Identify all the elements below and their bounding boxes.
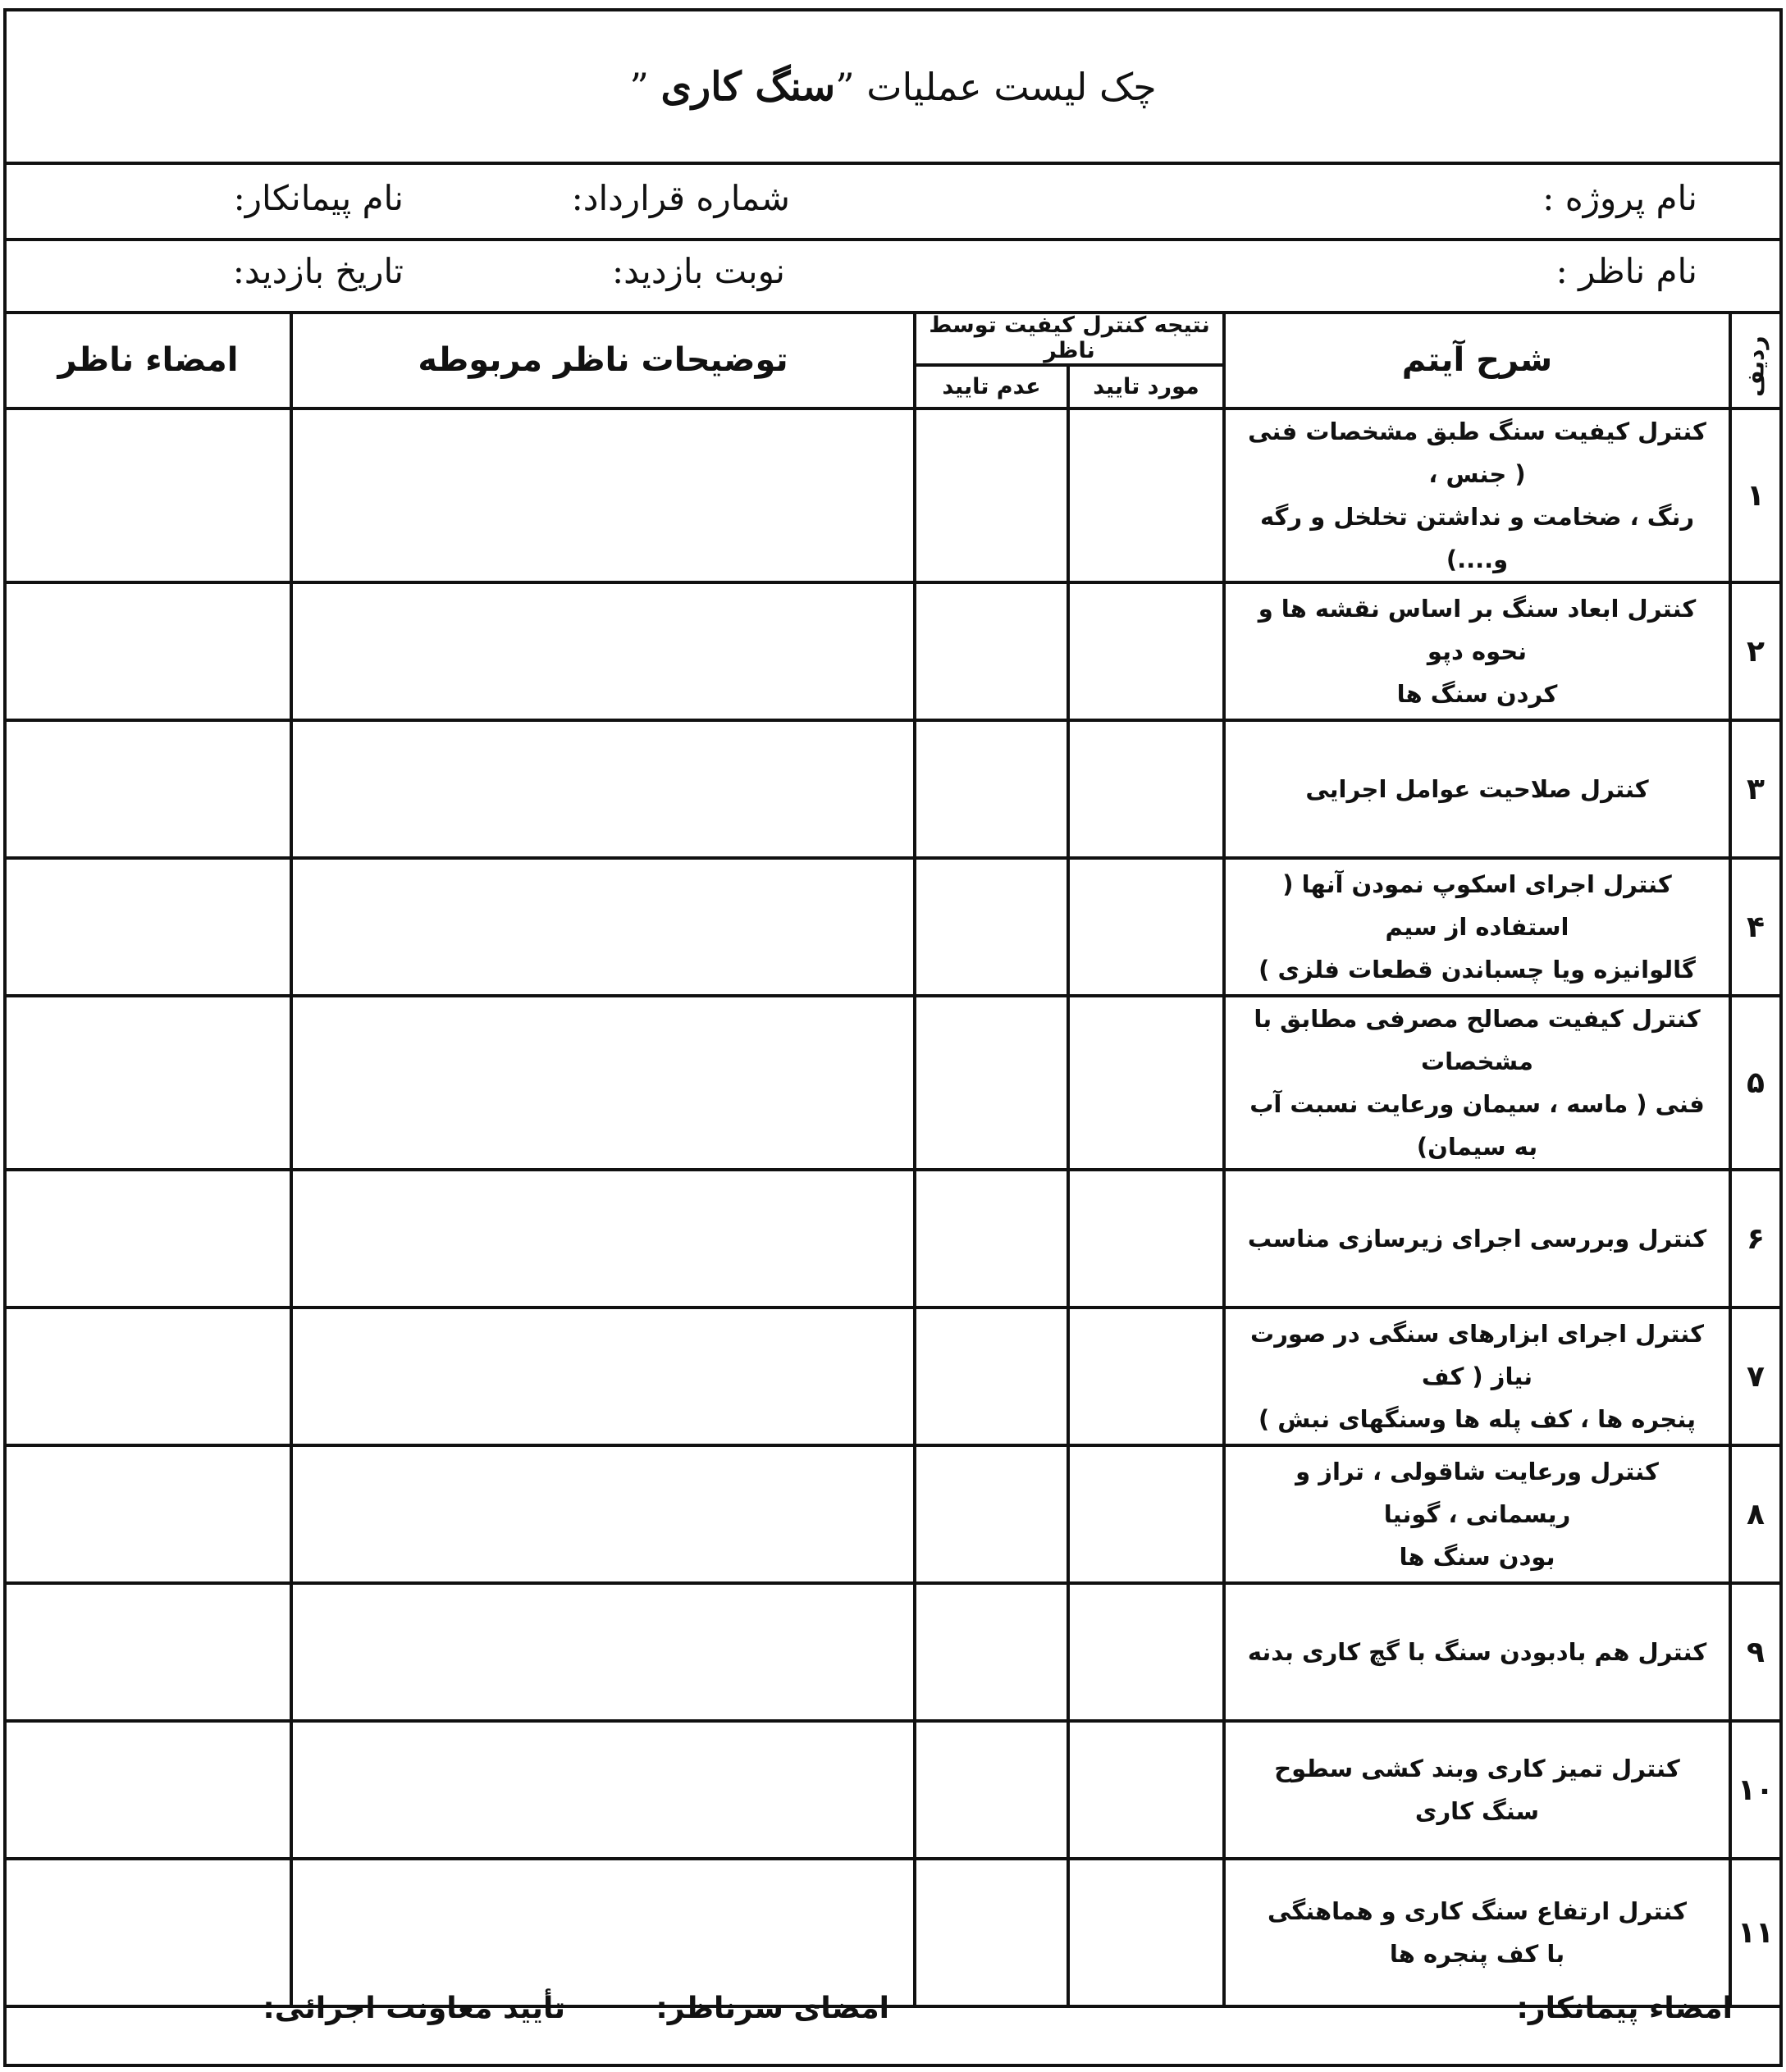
page-title [629, 64, 1156, 110]
comments-cell[interactable] [291, 996, 915, 1170]
row-number: ۲ [1730, 582, 1779, 720]
table-row [7, 996, 1779, 1170]
approved-cell[interactable] [1068, 858, 1224, 996]
row-number: ۹ [1730, 1583, 1779, 1721]
not-approved-cell[interactable] [915, 858, 1068, 996]
row-number: ۳ [1730, 720, 1779, 858]
row-number: ۶ [1730, 1170, 1779, 1308]
approved-cell[interactable] [1068, 1721, 1224, 1859]
table-row [7, 1721, 1779, 1859]
row-number: ۱۰ [1730, 1721, 1779, 1859]
title-emphasis: سنگ کاری [660, 63, 836, 110]
not-approved-cell[interactable] [915, 582, 1068, 720]
item-description: کنترل ابعاد سنگ بر اساس نقشه ها و نحوه دپو کردن سنگ ها [1224, 582, 1730, 720]
title-prefix: چک لیست عملیات ” [835, 64, 1157, 109]
deputy-approval-label: تأیید معاونت اجرائی: [263, 1992, 565, 2025]
table-row [7, 1445, 1779, 1583]
signature-cell[interactable] [7, 582, 291, 720]
not-approved-cell[interactable] [915, 1308, 1068, 1445]
header-not-approved: عدم تایید [915, 365, 1068, 408]
checklist-table [7, 313, 1779, 2008]
table-row [7, 1170, 1779, 1308]
not-approved-cell[interactable] [915, 1170, 1068, 1308]
supervisor-name-label: نام ناظر : [1555, 251, 1697, 291]
header-comments: توضیحات ناظر مربوطه [291, 313, 915, 408]
approved-cell[interactable] [1068, 1170, 1224, 1308]
row-number: ۱ [1730, 408, 1779, 582]
info-row-2 [7, 238, 1779, 314]
header-row-number: ردیف [1730, 313, 1779, 408]
approved-cell[interactable] [1068, 408, 1224, 582]
row-number: ۱۱ [1730, 1859, 1779, 2006]
item-description: کنترل صلاحیت عوامل اجرایی [1224, 720, 1730, 858]
signature-cell[interactable] [7, 720, 291, 858]
item-description: کنترل ارتفاع سنگ کاری و هماهنگی با کف پنجره ها [1224, 1859, 1730, 2006]
signature-cell[interactable] [7, 1445, 291, 1583]
row-number: ۴ [1730, 858, 1779, 996]
not-approved-cell[interactable] [915, 408, 1068, 582]
table-row [7, 858, 1779, 996]
table-row [7, 720, 1779, 858]
header-signature: امضاء ناظر [7, 313, 291, 408]
item-description: کنترل کیفیت سنگ طبق مشخصات فنی ( جنس ، رنگ ، ضخامت و نداشتن تخلخل و رگه و....) [1224, 408, 1730, 582]
item-description: کنترل اجرای ابزارهای سنگی در صورت نیاز ( کف پنجره ها ، کف پله ها وسنگهای نبش ) [1224, 1308, 1730, 1445]
table-row [7, 582, 1779, 720]
table-row [7, 1308, 1779, 1445]
item-description: کنترل وبررسی اجرای زیرسازی مناسب [1224, 1170, 1730, 1308]
item-description: کنترل هم بادبودن سنگ با گچ کاری بدنه [1224, 1583, 1730, 1721]
header-qc-result: نتیجه کنترل کیفیت توسط ناظر [915, 313, 1224, 365]
not-approved-cell[interactable] [915, 720, 1068, 858]
item-description: کنترل کیفیت مصالح مصرفی مطابق با مشخصات فنی ( ماسه ، سیمان ورعایت نسبت آب به سیمان) [1224, 996, 1730, 1170]
comments-cell[interactable] [291, 1445, 915, 1583]
not-approved-cell[interactable] [915, 996, 1068, 1170]
comments-cell[interactable] [291, 858, 915, 996]
header-description: شرح آیتم [1224, 313, 1730, 408]
header-approved: مورد تایید [1068, 365, 1224, 408]
project-name-label: نام پروژه : [1542, 178, 1697, 218]
title-row [7, 11, 1779, 165]
row-number: ۵ [1730, 996, 1779, 1170]
footer-signatures [7, 1959, 1779, 2064]
visit-date-label: تاریخ بازدید: [232, 251, 404, 291]
comments-cell[interactable] [291, 1170, 915, 1308]
approved-cell[interactable] [1068, 720, 1224, 858]
approved-cell[interactable] [1068, 1445, 1224, 1583]
comments-cell[interactable] [291, 1721, 915, 1859]
contract-number-label: شماره قرارداد: [571, 178, 790, 218]
row-number: ۷ [1730, 1308, 1779, 1445]
checklist-sheet [3, 8, 1783, 2067]
signature-cell[interactable] [7, 1721, 291, 1859]
contractor-name-label: نام پیمانکار: [233, 178, 404, 218]
info-row-1 [7, 165, 1779, 241]
signature-cell[interactable] [7, 996, 291, 1170]
signature-cell[interactable] [7, 1170, 291, 1308]
row-number: ۸ [1730, 1445, 1779, 1583]
table-row [7, 1583, 1779, 1721]
not-approved-cell[interactable] [915, 1583, 1068, 1721]
item-description: کنترل اجرای اسکوپ نمودن آنها ( استفاده از سیم گالوانیزه ویا چسباندن قطعات فلزی ) [1224, 858, 1730, 996]
comments-cell[interactable] [291, 1583, 915, 1721]
not-approved-cell[interactable] [915, 1445, 1068, 1583]
comments-cell[interactable] [291, 1308, 915, 1445]
comments-cell[interactable] [291, 408, 915, 582]
comments-cell[interactable] [291, 720, 915, 858]
not-approved-cell[interactable] [915, 1721, 1068, 1859]
comments-cell[interactable] [291, 582, 915, 720]
approved-cell[interactable] [1068, 1583, 1224, 1721]
title-suffix: ” [629, 64, 661, 109]
item-description: کنترل تمیز کاری وبند کشی سطوح سنگ کاری [1224, 1721, 1730, 1859]
signature-cell[interactable] [7, 1308, 291, 1445]
signature-cell[interactable] [7, 1583, 291, 1721]
signature-cell[interactable] [7, 858, 291, 996]
contractor-signature-label: امضاء پیمانکار: [1516, 1992, 1733, 2025]
visit-turn-label: نوبت بازدید: [611, 251, 785, 291]
item-description: کنترل ورعایت شاقولی ، تراز و ریسمانی ، گونیا بودن سنگ ها [1224, 1445, 1730, 1583]
approved-cell[interactable] [1068, 996, 1224, 1170]
approved-cell[interactable] [1068, 1308, 1224, 1445]
chief-supervisor-signature-label: امضای سرناظر: [655, 1992, 889, 2025]
table-row [7, 408, 1779, 582]
signature-cell[interactable] [7, 408, 291, 582]
approved-cell[interactable] [1068, 582, 1224, 720]
